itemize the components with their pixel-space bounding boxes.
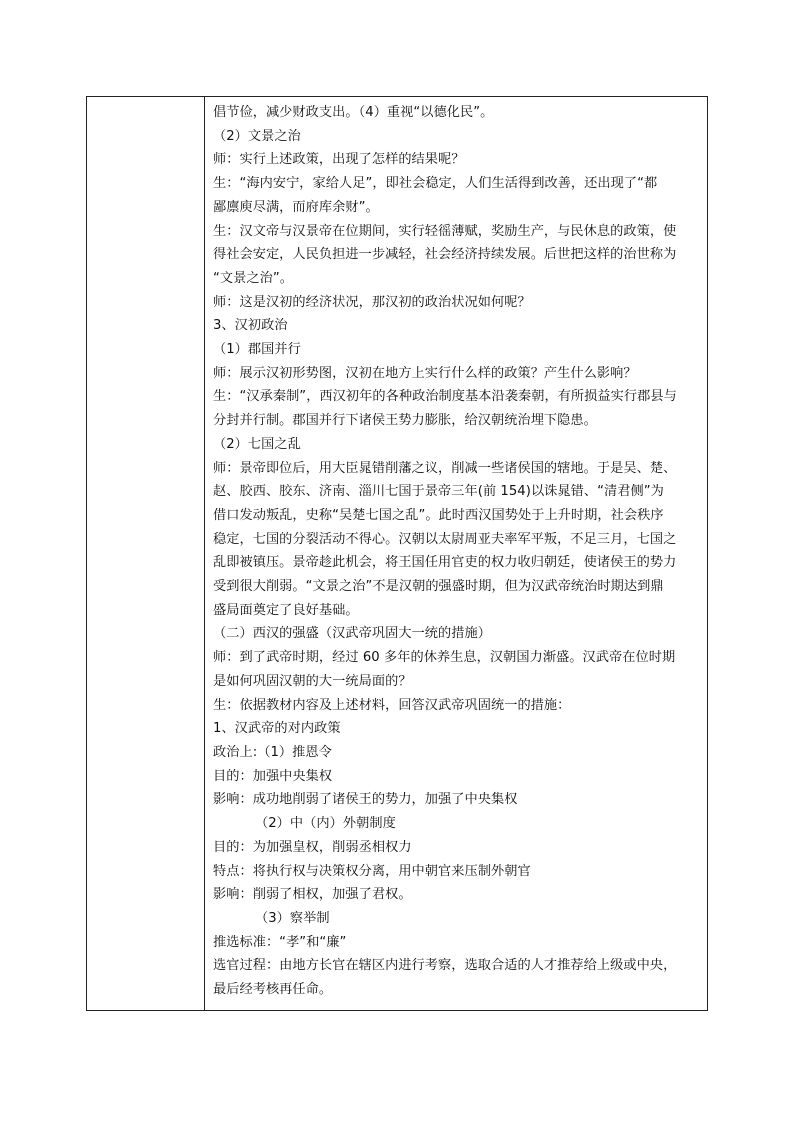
text-line: 特点：将执行权与决策权分离，用中朝官来压制外朝官 xyxy=(213,863,531,879)
text-line: 乱即被镇压。景帝趁此机会，将王国任用官吏的权力收归朝廷，使诸侯王的势力 xyxy=(213,555,677,571)
text-line: 师：展示汉初形势图，汉初在地方上实行什么样的政策？产生什么影响？ xyxy=(213,365,637,381)
text-line: 受到很大削弱。“文景之治”不是汉朝的强盛时期，但为汉武帝统治时期达到鼎 xyxy=(213,579,664,595)
text-line: 影响：成功地削弱了诸侯王的势力，加强了中央集权 xyxy=(213,792,518,808)
text-line: （2）文景之治 xyxy=(213,128,301,144)
table-left-column xyxy=(87,97,205,1010)
text-line: （2）中（内）外朝制度 xyxy=(255,816,396,832)
text-line: 目的：为加强皇权，削弱丞相权力 xyxy=(213,839,412,855)
text-line: 师：景帝即位后，用大臣晁错削藩之议，削减一些诸侯国的辖地。于是吴、楚、 xyxy=(213,460,677,476)
text-line: 影响：削弱了相权，加强了君权。 xyxy=(213,887,412,903)
text-line: （1）郡国并行 xyxy=(213,342,301,358)
text-line: 鄙廪庾尽满，而府库余财”。 xyxy=(213,199,379,215)
text-line: 师：这是汉初的经济状况，那汉初的政治状况如何呢？ xyxy=(213,294,531,310)
text-line: 生：依据教材内容及上述材料，回答汉武帝巩固统一的措施： xyxy=(213,697,571,713)
text-line: 生：“汉承秦制”，西汉初年的各种政治制度基本沿袭秦朝，有所损益实行郡县与 xyxy=(213,389,677,405)
text-line: 借口发动叛乱，史称“吴楚七国之乱”。此时西汉国势处于上升时期，社会秩序 xyxy=(213,507,664,523)
text-line: 生：“海内安宁，家给人足”，即社会稳定，人们生活得到改善，还出现了“都 xyxy=(213,176,658,192)
text-line: （3）察举制 xyxy=(255,910,330,926)
text-line: 师：到了武帝时期，经过 60 多年的休养生息，汉朝国力渐盛。汉武帝在位时期 xyxy=(213,650,676,666)
text-line: 倡节俭，减少财政支出。（4）重视“以德化民”。 xyxy=(213,105,494,120)
text-line: 师：实行上述政策，出现了怎样的结果呢？ xyxy=(213,152,465,168)
text-line: 稳定，七国的分裂活动不得心。汉朝以太尉周亚夫率军平叛，不足三月，七国之 xyxy=(213,531,677,547)
text-line: 选官过程：由地方长官在辖区内进行考察，选取合适的人才推荐给上级或中央， xyxy=(213,958,677,974)
text-line: 1、汉武帝的对内政策 xyxy=(213,721,341,737)
text-line: 盛局面奠定了良好基础。 xyxy=(213,602,359,618)
text-line: 赵、胶西、胶东、济南、淄川七国于景帝三年(前 154)以诛晁错、“清君侧”为 xyxy=(213,484,664,500)
text-line: 得社会安定，人民负担进一步减轻，社会经济持续发展。后世把这样的治世称为 xyxy=(213,247,677,263)
text-line: （二）西汉的强盛（汉武帝巩固大一统的措施） xyxy=(213,626,491,642)
text-line: 推选标准：“孝”和“廉” xyxy=(213,934,347,950)
text-line: 3、汉初政治 xyxy=(213,318,288,334)
text-line: 生：汉文帝与汉景帝在位期间，实行轻徭薄赋，奖励生产，与民休息的政策，使 xyxy=(213,223,677,239)
text-line: （2）七国之乱 xyxy=(213,436,301,452)
lesson-table xyxy=(86,96,708,1011)
text-line: 政治上:（1）推恩令 xyxy=(213,744,332,760)
text-line: 分封并行制。郡国并行下诸侯王势力膨胀，给汉朝统治埋下隐患。 xyxy=(213,413,597,429)
text-line: 目的：加强中央集权 xyxy=(213,768,333,784)
table-content-cell xyxy=(205,97,707,1010)
text-line: 是如何巩固汉朝的大一统局面的？ xyxy=(213,673,412,689)
text-line: “文景之治”。 xyxy=(213,270,293,286)
text-line: 最后经考核再任命。 xyxy=(213,982,333,998)
